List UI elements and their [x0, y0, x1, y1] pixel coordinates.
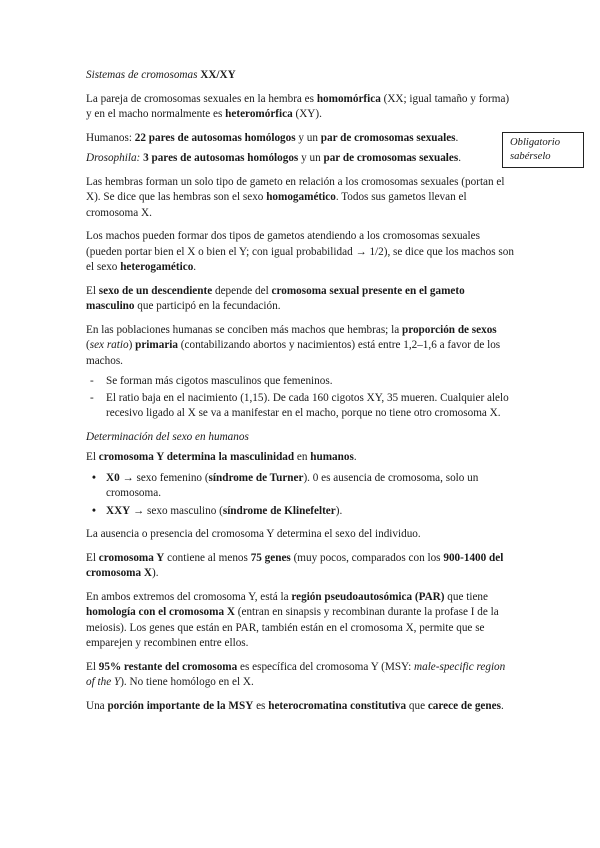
- bold-term: 95% restante del cromosoma: [98, 660, 238, 673]
- text: y un: [298, 152, 324, 164]
- text: El: [86, 551, 99, 564]
- text: Humanos:: [86, 131, 135, 144]
- bold-term: carece de genes: [427, 699, 501, 712]
- text: es: [253, 699, 269, 712]
- text: .: [193, 261, 197, 273]
- bold-term: 900-1400 del cromosoma X: [86, 551, 504, 579]
- document-page: [86, 68, 514, 722]
- text: ).: [151, 567, 159, 579]
- bold-term: 22 pares de autosomas homólogos: [134, 131, 296, 144]
- text: (XY).: [292, 108, 322, 120]
- bold-term: homología con el cromosoma X: [86, 606, 235, 618]
- bold-term: sexo de un descendiente: [98, 284, 213, 297]
- text: contiene al menos: [164, 551, 251, 564]
- section-title-bold: XX/XY: [200, 69, 236, 81]
- bold-term: 75 genes: [250, 551, 291, 564]
- paragraph-drosophila: [86, 151, 514, 167]
- text: (contabilizando abortos y nacimientos) está entre 1,2–1,6 a favor de los machos.: [86, 339, 501, 367]
- text: → sexo masculino (: [130, 504, 223, 517]
- text: Los machos pueden formar dos tipos de gametos atendiendo a los cromosomas sexuales (pueden portar bien el X o bien el Y; con igual probabilidad → 1/2), se dice que los machos son el sexo: [86, 230, 514, 273]
- text: .: [500, 699, 504, 712]
- bold-term: XXY: [106, 504, 131, 517]
- margin-note-box: Obligatorio sabérselo: [502, 132, 584, 168]
- bold-term: par de cromosomas sexuales: [320, 131, 456, 144]
- bold-term: síndrome de Turner: [208, 471, 304, 484]
- text: El: [86, 284, 99, 297]
- bold-term: síndrome de Klinefelter: [222, 504, 336, 517]
- bold-term: homogamético: [266, 191, 336, 203]
- section-title-italic: Determinación del sexo en humanos: [86, 430, 249, 443]
- text: → sexo femenino (: [119, 471, 209, 484]
- text: (muy pocos, comparados con los: [290, 551, 444, 564]
- list-item-x0: [86, 471, 514, 502]
- text: El: [86, 451, 99, 463]
- text: .: [458, 152, 462, 164]
- italic-term: male-specific region of the Y: [86, 660, 506, 688]
- bold-term: homomórfica: [316, 92, 381, 105]
- bold-term: proporción de sexos: [401, 323, 497, 336]
- paragraph-pareja: [86, 92, 514, 123]
- bold-term: cromosoma sexual presente en el gameto masculino: [86, 284, 465, 312]
- text: .: [353, 451, 357, 463]
- text: (entran en sinapsis y recombinan durante la profase I de la meiosis). Los genes que están en PAR, también están en el cromosoma X, permite que se emparejen y recombinen entre ellos.: [86, 606, 499, 649]
- text: En ambos extremos del cromosoma Y, está la: [86, 590, 292, 603]
- paragraph-msy: [86, 660, 514, 691]
- bold-term: heterogamético: [120, 261, 194, 273]
- paragraph-poblaciones: [86, 323, 514, 370]
- bold-term: par de cromosomas sexuales: [323, 152, 459, 164]
- paragraph-cromosoma-y: [86, 450, 514, 466]
- list-item-xxy: [86, 504, 514, 520]
- bold-term: cromosoma Y determina la masculinidad: [98, 451, 295, 463]
- text: depende del: [212, 284, 272, 297]
- text: que: [406, 699, 428, 712]
- text: En las poblaciones humanas se conciben más machos que hembras; la: [86, 323, 402, 336]
- paragraph-porcion: [86, 699, 514, 715]
- bold-term: cromosoma Y: [98, 551, 165, 564]
- paragraph-par: [86, 590, 514, 652]
- section-title-sistemas: [86, 68, 514, 84]
- paragraph-genes: [86, 551, 514, 582]
- list-item: - El ratio baja en el nacimiento (1,15). De cada 160 cigotos XY, 35 mueren. Cualquier alelo recesivo ligado al X se va a manifestar en el macho, porque no tiene otro cromosoma X.: [86, 391, 514, 422]
- dash-list: [86, 374, 514, 422]
- text: ). 0 es ausencia de cromosoma, solo un cromosoma.: [106, 471, 479, 499]
- section-title-italic: Sistemas de cromosomas: [86, 69, 201, 81]
- text: El: [86, 660, 99, 673]
- text: es específica del cromosoma Y (MSY:: [237, 660, 415, 673]
- italic-term: sex ratio: [89, 339, 129, 351]
- text: Una: [86, 699, 108, 712]
- bullet-list: [86, 471, 514, 520]
- section-title-determinacion: [86, 430, 514, 446]
- text: ): [128, 339, 136, 351]
- paragraph-sexo-descendiente: [86, 284, 514, 315]
- text: que participó en la fecundación.: [134, 300, 281, 312]
- bold-term: heterocromatina constitutiva: [268, 699, 407, 712]
- text: ). No tiene homólogo en el X.: [120, 676, 254, 688]
- text: que tiene: [444, 590, 488, 603]
- text: en: [294, 451, 311, 463]
- paragraph-humanos: [86, 131, 514, 147]
- bold-term: primaria: [135, 339, 178, 351]
- paragraph-hembras: [86, 175, 514, 222]
- text: (XX; igual tamaño y forma) y en el macho normalmente es: [86, 92, 510, 120]
- italic-term: Drosophila:: [86, 152, 141, 164]
- text: (: [86, 339, 90, 351]
- list-item: - Se forman más cigotos masculinos que femeninos.: [86, 374, 514, 390]
- bold-term: región pseudoautosómica (PAR): [291, 590, 445, 603]
- text: ).: [335, 504, 343, 517]
- text: y un: [295, 131, 321, 144]
- bold-term: porción importante de la MSY: [107, 699, 254, 712]
- text: .: [455, 131, 459, 144]
- text: . Todos sus gametos llevan el cromosoma X.: [86, 191, 467, 219]
- paragraph-machos: [86, 229, 514, 276]
- bold-term: X0: [106, 471, 120, 484]
- text: Las hembras forman un solo tipo de gameto en relación a los cromosomas sexuales (portan el X). Se dice que las hembras son el sexo: [86, 175, 505, 203]
- bold-term: 3 pares de autosomas homólogos: [143, 152, 299, 164]
- bold-term: heteromórfica: [225, 108, 293, 120]
- paragraph-ausencia: La ausencia o presencia del cromosoma Y determina el sexo del individuo.: [86, 528, 421, 540]
- text: La pareja de cromosomas sexuales en la hembra es: [86, 92, 317, 105]
- bold-term: humanos: [310, 451, 354, 463]
